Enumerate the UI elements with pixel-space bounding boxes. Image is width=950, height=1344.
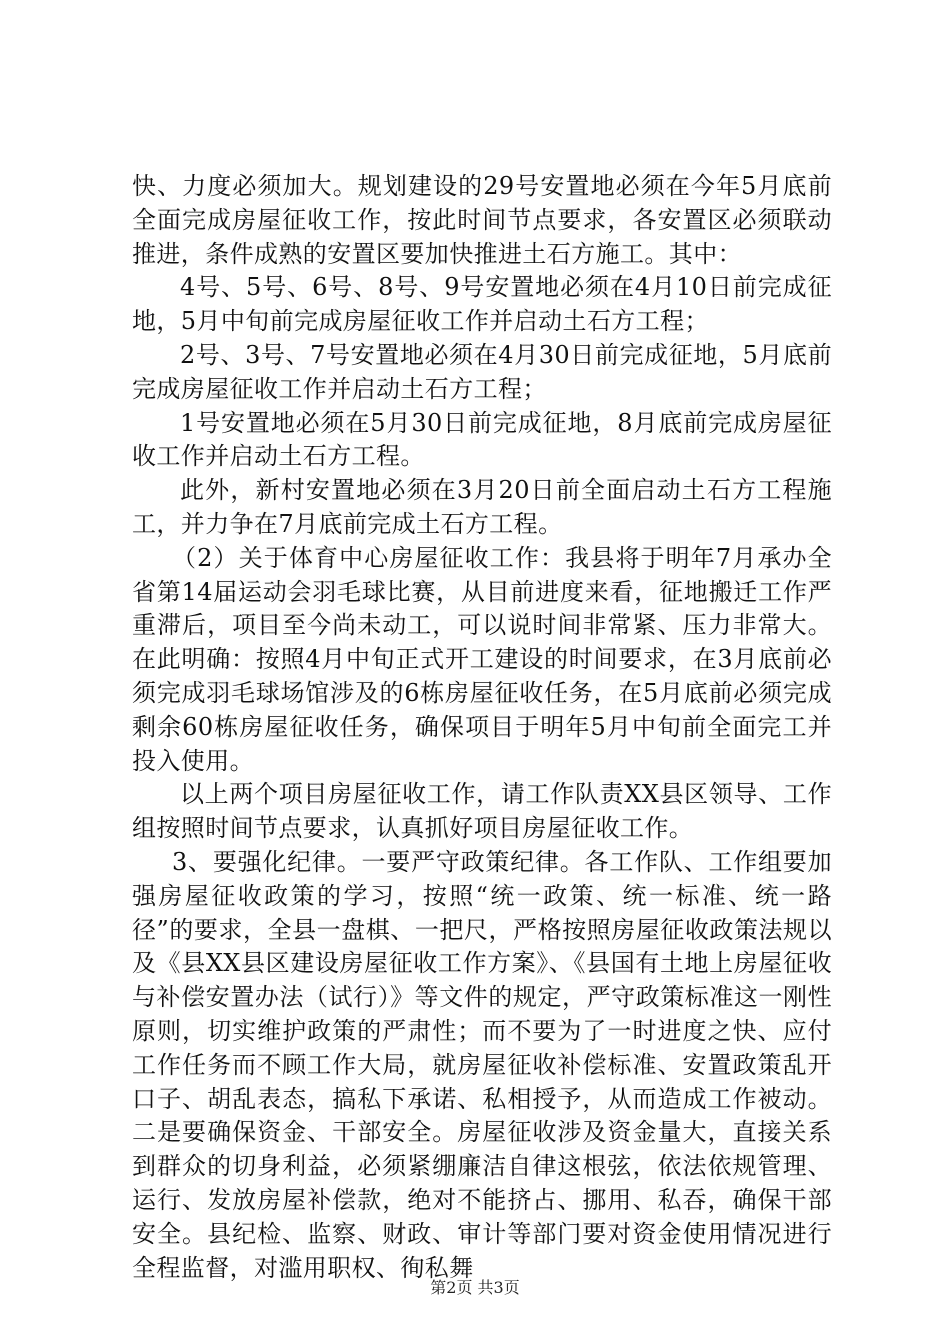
document-body [132, 170, 832, 1285]
paragraph-sites-2-3-7: 2号、3号、7号安置地必须在4月30日前完成征地，5月底前完成房屋征收工作并启动土石方工程； [132, 340, 832, 403]
paragraph-discipline: 3、要强化纪律。一要严守政策纪律。各工作队、工作组要加强房屋征收政策的学习，按照“统一政策、统一标准、统一路径”的要求，全县一盘棋、一把尺，严格按照房屋征收政策法规以及《县XX县区建设房屋征收工作方案》、《县国有土地上房屋征收与补偿安置办法（试行）》等文件的规定，严守政策标准这一刚性原则，切实维护政策的严肃性；而不要为了一时进度之快、应付工作任务而不顾工作大局，就房屋征收补偿标准、安置政策乱开口子、胡乱表态，搞私下承诺、私相授予，从而造成工作被动。二是要确保资金、干部安全。房屋征收涉及资金量大，直接关系到群众的切身利益，必须紧绷廉洁自律这根弦，依法依规管理、运行、发放房屋补偿款，绝对不能挤占、挪用、私吞，确保干部安全。县纪检、监察、财政、审计等部门要对资金使用情况进行全程监督，对滥用职权、徇私舞 [132, 847, 832, 1282]
paragraph-summary: 以上两个项目房屋征收工作，请工作队责XX县区领导、工作组按照时间节点要求，认真抓好项目房屋征收工作。 [132, 780, 832, 843]
paragraph-new-village: 此外，新村安置地必须在3月20日前全面启动土石方工程施工，并力争在7月底前完成土石方工程。 [132, 476, 832, 538]
paragraph-site-1: 1号安置地必须在5月30日前完成征地，8月底前完成房屋征收工作并启动土石方工程。 [132, 408, 832, 471]
paragraph-continuation: 快、力度必须加大。规划建设的29号安置地必须在今年5月底前全面完成房屋征收工作，按此时间节点要求，各安置区必须联动推进，条件成熟的安置区要加快推进土石方施工。其中： [132, 172, 832, 268]
paragraph-sites-4-5-6-8-9: 4号、5号、6号、8号、9号安置地必须在4月10日前完成征地，5月中旬前完成房屋征收工作并启动土石方工程； [132, 273, 832, 336]
page-footer: 第2页 共3页 [430, 1278, 520, 1297]
paragraph-sports-center: （2）关于体育中心房屋征收工作：我县将于明年7月承办全省第14届运动会羽毛球比赛，从目前进度来看，征地搬迁工作严重滞后，项目至今尚未动工，可以说时间非常紧、压力非常大。在此明确：按照4月中旬正式开工建设的时间要求，在3月底前必须完成羽毛球场馆涉及的6栋房屋征收任务，在5月底前必须完成剩余60栋房屋征收任务，确保项目于明年5月中旬前全面完工并投入使用。 [132, 543, 832, 775]
